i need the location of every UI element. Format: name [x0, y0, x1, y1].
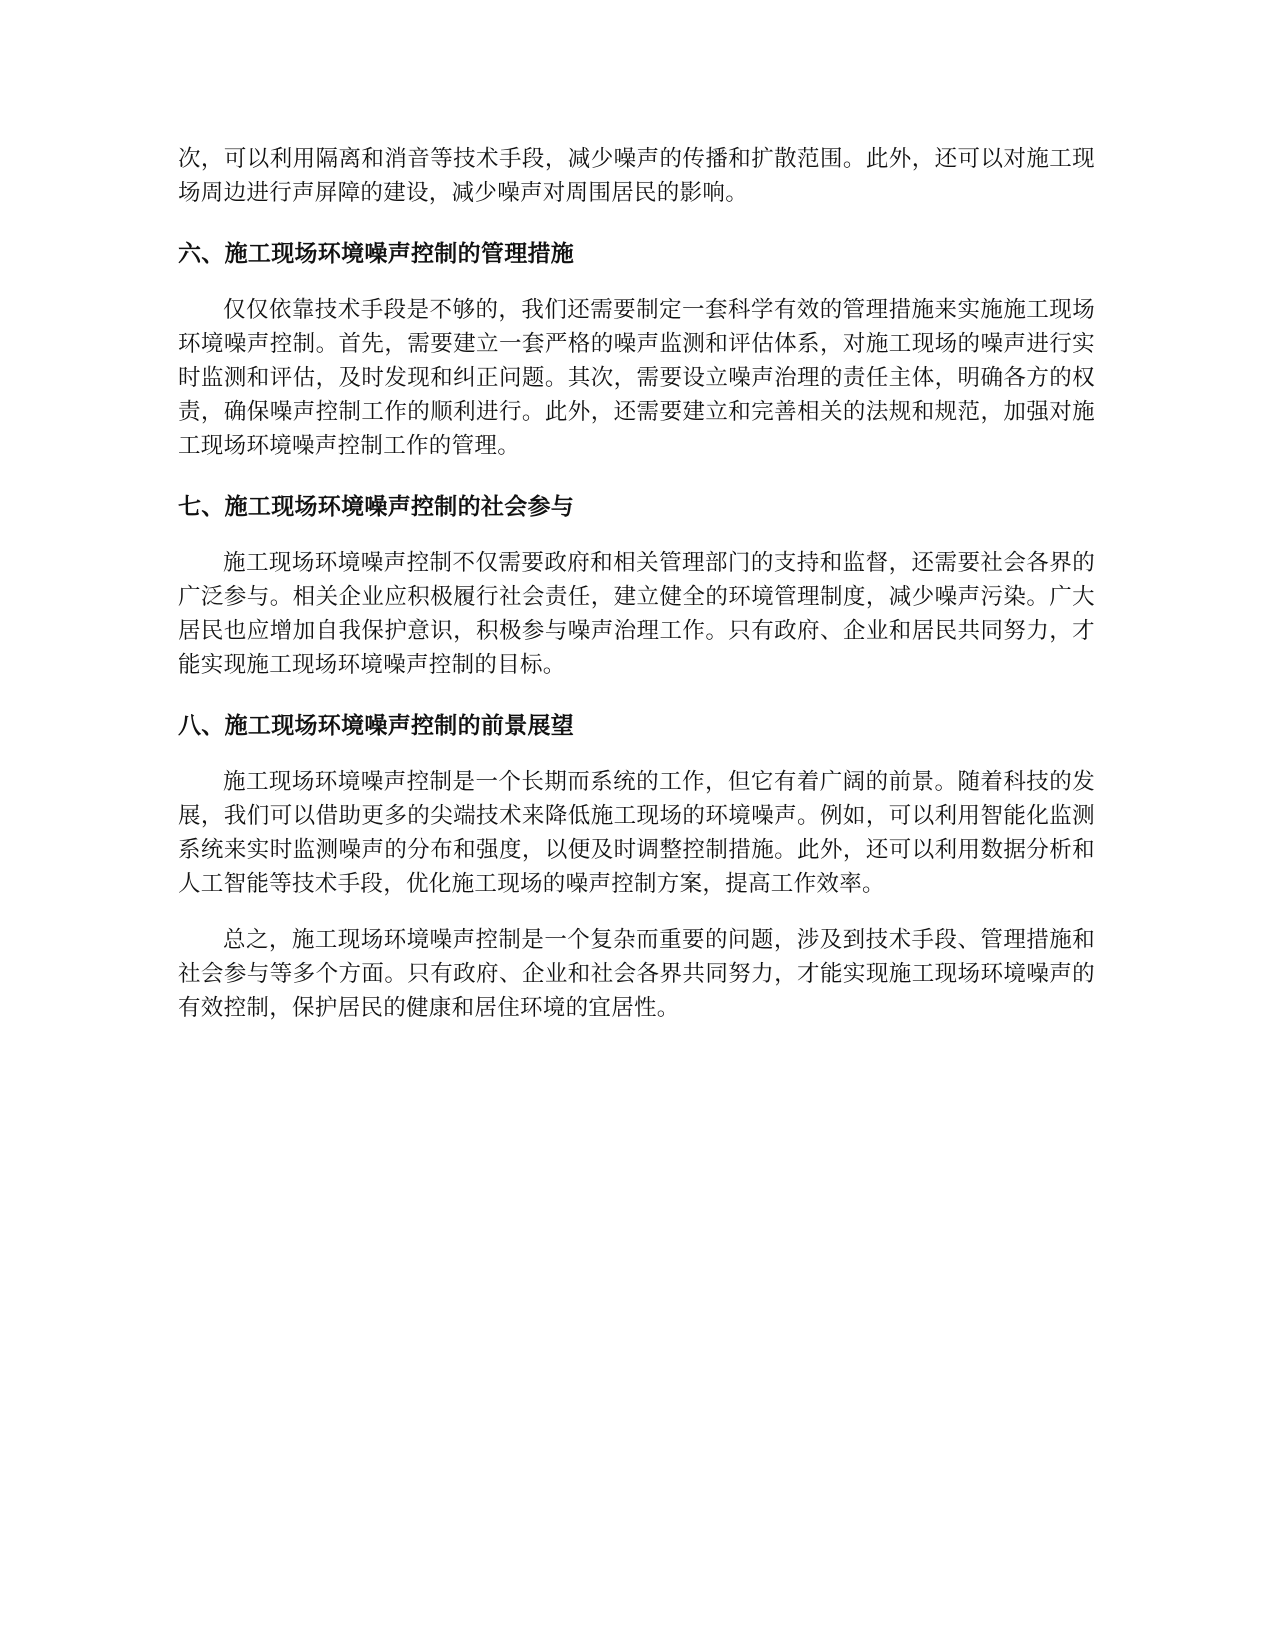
document-page: [178, 142, 1095, 1025]
continuation-paragraph: 次，可以利用隔离和消音等技术手段，减少噪声的传播和扩散范围。此外，还可以对施工现场周边进行声屏障的建设，减少噪声对周围居民的影响。: [178, 146, 1095, 206]
section-heading-6: 六、施工现场环境噪声控制的管理措施: [178, 241, 575, 267]
section-8-paragraph-1: 施工现场环境噪声控制是一个长期而系统的工作，但它有着广阔的前景。随着科技的发展，我们可以借助更多的尖端技术来降低施工现场的环境噪声。例如，可以利用智能化监测系统来实时监测噪声的分布和强度，以便及时调整控制措施。此外，还可以利用数据分析和人工智能等技术手段，优化施工现场的噪声控制方案，提高工作效率。: [178, 769, 1095, 897]
section-7-paragraph: 施工现场环境噪声控制不仅需要政府和相关管理部门的支持和监督，还需要社会各界的广泛参与。相关企业应积极履行社会责任，建立健全的环境管理制度，减少噪声污染。广大居民也应增加自我保护意识，积极参与噪声治理工作。只有政府、企业和居民共同努力，才能实现施工现场环境噪声控制的目标。: [178, 550, 1095, 678]
section-8-paragraph-2: 总之，施工现场环境噪声控制是一个复杂而重要的问题，涉及到技术手段、管理措施和社会参与等多个方面。只有政府、企业和社会各界共同努力，才能实现施工现场环境噪声的有效控制，保护居民的健康和居住环境的宜居性。: [178, 927, 1095, 1021]
section-6-paragraph: 仅仅依靠技术手段是不够的，我们还需要制定一套科学有效的管理措施来实施施工现场环境噪声控制。首先，需要建立一套严格的噪声监测和评估体系，对施工现场的噪声进行实时监测和评估，及时发现和纠正问题。其次，需要设立噪声治理的责任主体，明确各方的权责，确保噪声控制工作的顺利进行。此外，还需要建立和完善相关的法规和规范，加强对施工现场环境噪声控制工作的管理。: [178, 297, 1095, 459]
section-heading-8: 八、施工现场环境噪声控制的前景展望: [178, 713, 575, 739]
section-heading-7: 七、施工现场环境噪声控制的社会参与: [178, 494, 575, 520]
